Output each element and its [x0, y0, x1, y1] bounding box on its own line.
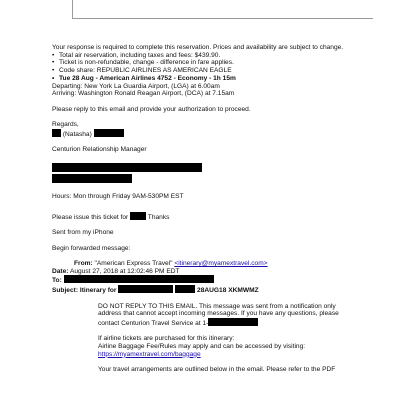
signature-title: Centurion Relationship Manager: [52, 146, 147, 154]
reply-request: Please reply to this email and provide your authorization to proceed.: [52, 105, 251, 113]
baggage-link[interactable]: https://myamextravel.com/baggage: [98, 350, 201, 358]
baggage-line: Airline Baggage Fee/Rules may apply and can be accessed by visiting:: [98, 343, 306, 351]
redacted-block: [52, 163, 202, 172]
bullet-icon: •: [52, 74, 55, 82]
travel-arrangements-line: Your travel arrangements are outlined below in the email. Please refer to the PDF: [98, 366, 336, 374]
fwd-date-line: Date: August 27, 2018 at 12:02:46 PM EDT: [52, 267, 180, 275]
notice-line: address that cannot accept incoming messages. If you have any questions, please: [98, 310, 339, 318]
redacted-block: [175, 285, 195, 293]
redacted-block: [52, 129, 61, 137]
email-body: [52, 44, 396, 374]
regards-line: Regards,: [52, 121, 79, 128]
flight-line: • Tue 28 Aug - American Airlines 4752 - Economy - 1h 15m: [52, 74, 236, 82]
departing-line: Departing: New York La Guardia Airport, (LGA) at 6.00am: [52, 82, 220, 90]
fwd-from-line: From: "American Express Travel" <itinerary@myamextravel.com>: [74, 260, 268, 268]
bullet-icon: •: [52, 67, 55, 75]
fwd-to-line: To:: [52, 275, 396, 285]
redacted-block: [52, 174, 132, 183]
quoted-frame: [72, 0, 373, 19]
redacted-block: [64, 275, 214, 283]
intro-text: Your response is required to complete this reservation. Prices and availability are subject to change.: [52, 44, 344, 51]
redacted-block: [208, 318, 258, 326]
baggage-line: If airline tickets are purchased for this itinerary:: [98, 335, 235, 343]
forwarded-line: Begin forwarded message:: [52, 244, 131, 252]
bullet-icon: •: [52, 51, 55, 59]
bullet-item: • Code share: REPUBLIC AIRLINES AS AMERICAN EAGLE: [52, 67, 232, 75]
signature-line: (Natasha): [52, 129, 396, 139]
issue-line: Please issue this ticket for Thanks: [52, 213, 170, 221]
notice-line: contact Centurion Travel Service at 1-: [52, 318, 396, 328]
redacted-block: [94, 129, 124, 137]
arriving-line: Arriving: Washington Ronald Reagan Airport, (DCA) at 7.15am: [52, 90, 235, 98]
notice-line: DO NOT REPLY TO THIS EMAIL. This message was sent from a notification only: [98, 302, 336, 310]
bullet-item: • Ticket is non-refundable, change - difference in fare applies.: [52, 59, 234, 67]
bullet-icon: •: [52, 59, 55, 67]
sent-from-line: Sent from my iPhone: [52, 229, 114, 237]
from-email-link[interactable]: <itinerary@myamextravel.com>: [174, 260, 268, 268]
hours-line: Hours: Mon through Friday 9AM-530PM EST: [52, 193, 184, 201]
redacted-block: [118, 285, 173, 293]
bullet-item: • Total air reservation, including taxes and fees: $439.90.: [52, 51, 221, 59]
fwd-subject-line: Subject: Itinerary for 28AUG18 XKMWMZ: [52, 287, 259, 295]
redacted-block: [130, 212, 146, 220]
